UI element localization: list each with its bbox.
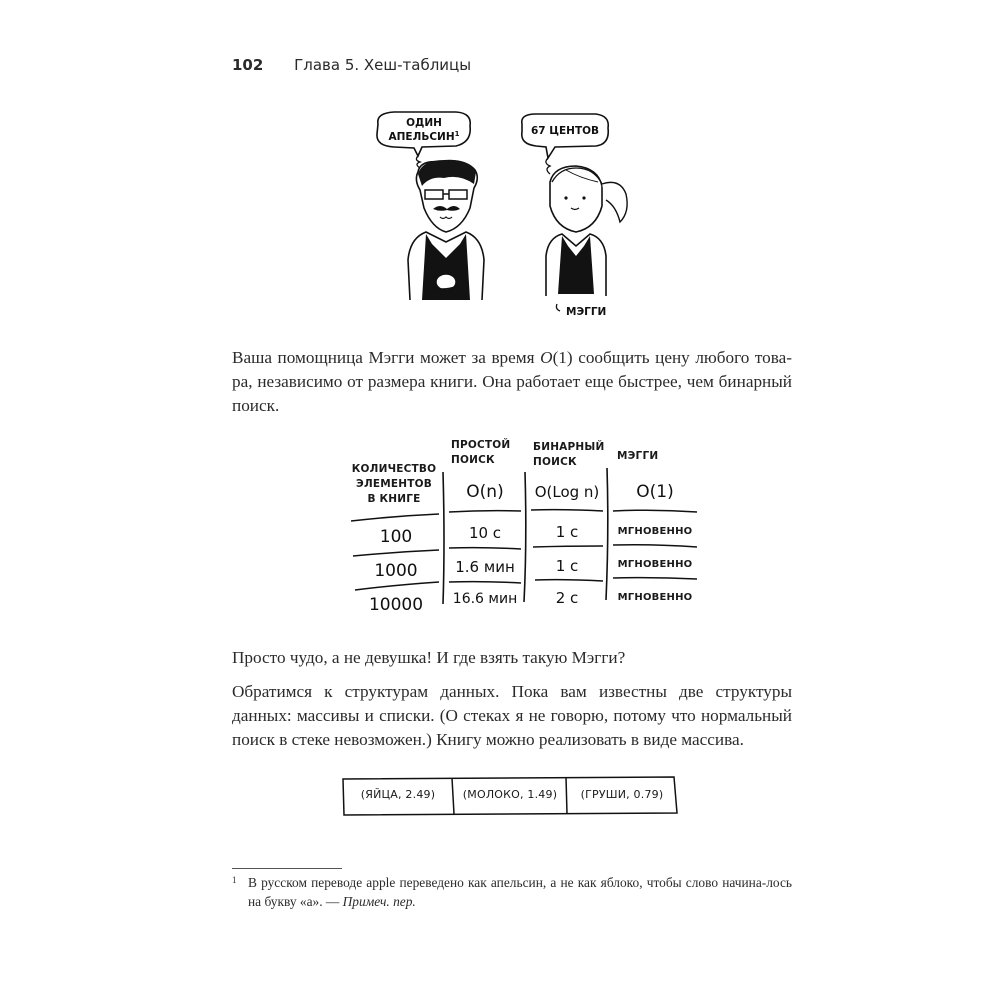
cartoon-drawing	[370, 110, 640, 320]
complexity-maggie: O(1)	[636, 482, 674, 502]
page-number: 102	[232, 56, 264, 74]
array-illustration	[340, 775, 680, 817]
big-o-argument: (1)	[552, 348, 573, 367]
complexity-simple: O(n)	[466, 482, 504, 502]
row-3-maggie: МГНОВЕННО	[617, 592, 693, 603]
row-1-binary: 1 с	[555, 523, 579, 541]
maggie-name-label: МЭГГИ	[566, 306, 607, 318]
footnote	[232, 873, 792, 911]
header-simple-line2: ПОИСК	[451, 454, 495, 466]
left-bubble-line1: ОДИН	[406, 117, 442, 129]
paragraph-1-text-b: сообщить цену любого това-ра, независимо от размера книги. Она работает еще быстрее, чем бинарный поиск.	[232, 348, 792, 415]
header-maggie: МЭГГИ	[617, 450, 659, 462]
maggie-figure	[546, 166, 627, 311]
comparison-table	[345, 432, 705, 624]
left-bubble-line2-text: АПЕЛЬСИН	[388, 131, 455, 143]
header-simple-line1: ПРОСТОЙ	[451, 439, 511, 451]
row-2-count: 1000	[374, 561, 418, 581]
paragraph-1	[232, 346, 792, 418]
footnote-text: В русском переводе apple переведено как апельсин, а не как яблоко, чтобы слово начина-лось на букву «а». —	[248, 875, 792, 909]
row-3-simple: 16.6 мин	[452, 591, 518, 607]
array-cell-milk: (МОЛОКО, 1.49)	[462, 788, 558, 801]
header-simple-search	[451, 438, 510, 468]
header-count-line1: КОЛИЧЕСТВО	[351, 463, 437, 475]
footnote-divider	[232, 868, 342, 869]
row-2-binary: 1 с	[555, 557, 579, 575]
row-2-simple: 1.6 мин	[455, 558, 515, 576]
row-3-count: 10000	[368, 595, 424, 615]
chapter-title: Глава 5. Хеш-таблицы	[294, 56, 472, 74]
right-speech-bubble	[522, 114, 608, 174]
paragraph-2: Просто чудо, а не девушка! И где взять такую Мэгги?	[232, 648, 626, 667]
paragraph-1-text-a: Ваша помощница Мэгги может за время	[232, 348, 541, 367]
left-bubble-line2	[389, 130, 460, 143]
header-binary-line1: БИНАРНЫЙ	[533, 441, 605, 453]
footnote-mark: 1	[232, 875, 237, 885]
footnote-translator-note: Примеч. пер.	[342, 894, 416, 909]
row-1-count: 100	[379, 527, 413, 547]
paragraph-3: Обратимся к структурам данных. Пока вам известны две структуры данных: массивы и списки. (О стеках я не говорю, потому что нормальный поиск в стеке невозможен.) Книгу можно реализовать в виде массива.	[232, 682, 792, 749]
row-3-binary: 2 с	[555, 589, 579, 607]
header-binary-line2: ПОИСК	[533, 456, 577, 468]
row-1-simple: 10 с	[468, 524, 502, 542]
header-count-line2: ЭЛЕМЕНТОВ	[356, 478, 432, 490]
footnote-body	[248, 873, 792, 911]
array-cell-pears: (ГРУШИ, 0.79)	[580, 788, 664, 801]
row-2-maggie: МГНОВЕННО	[617, 559, 693, 570]
header-count-line3: В КНИГЕ	[367, 493, 421, 505]
row-1-maggie: МГНОВЕННО	[617, 526, 693, 537]
footnote-reference: 1	[454, 130, 460, 138]
right-bubble-text: 67 ЦЕНТОВ	[530, 125, 600, 137]
header-binary-search	[533, 440, 604, 470]
running-header	[232, 56, 471, 74]
complexity-binary: O(Log n)	[534, 483, 600, 501]
illustration	[370, 110, 640, 320]
big-o-symbol: O	[540, 348, 553, 367]
array-cell-eggs: (ЯЙЦА, 2.49)	[360, 788, 436, 801]
header-count	[349, 462, 439, 507]
shopkeeper-figure	[408, 160, 484, 300]
